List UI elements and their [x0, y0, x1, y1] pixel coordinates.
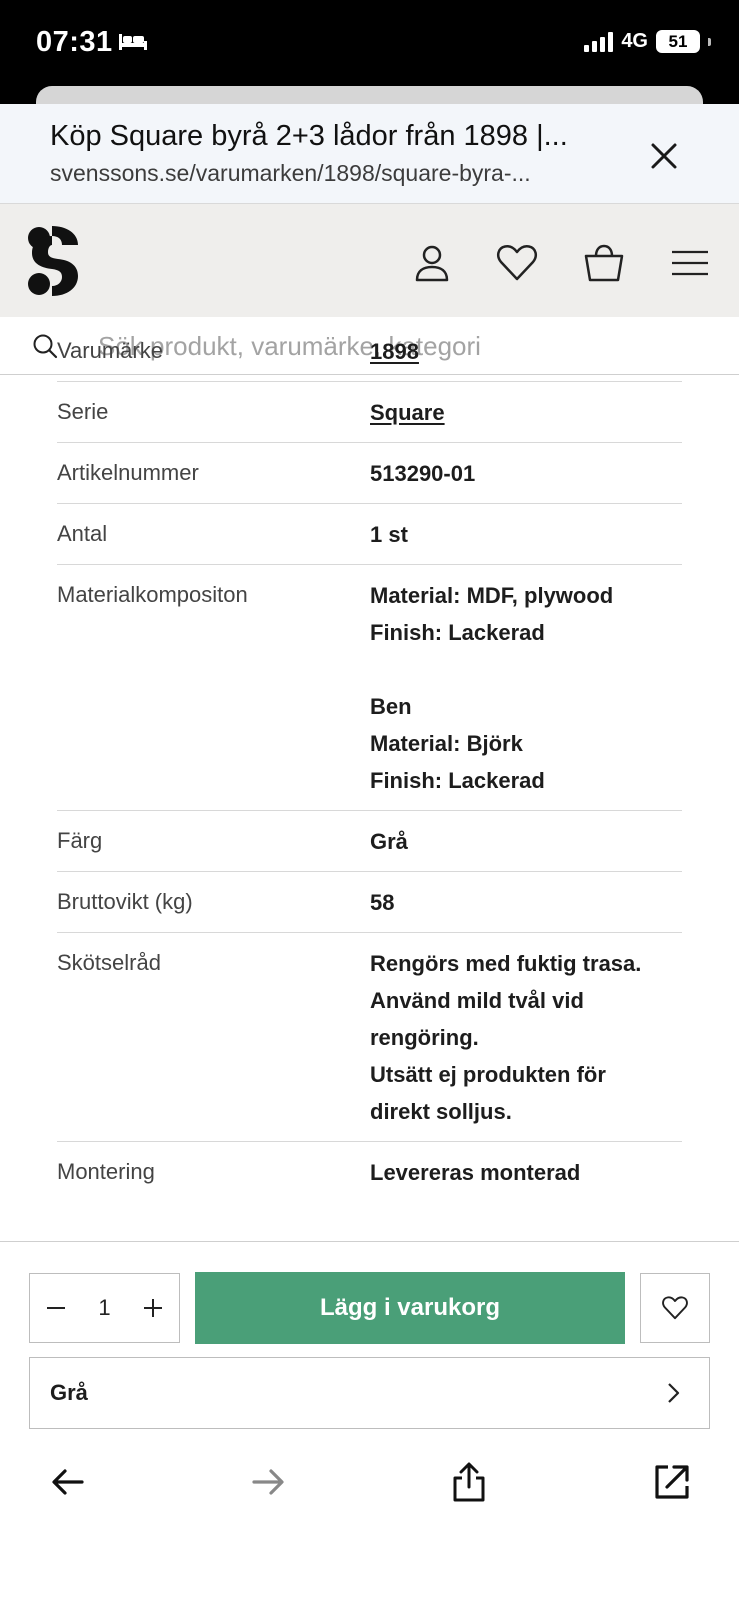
spec-label: Bruttovikt (kg): [57, 889, 193, 914]
spec-row: [57, 504, 682, 565]
spec-label: Varumärke: [57, 338, 163, 363]
basket-icon[interactable]: [582, 241, 626, 285]
forward-arrow-icon[interactable]: [248, 1462, 288, 1502]
spec-value: Rengörs med fuktig trasa. Använd mild tvål vid rengöring. Utsätt ej produkten för direkt solljus.: [370, 951, 642, 1124]
spec-value: 1 st: [370, 522, 408, 547]
product-specs: [0, 338, 739, 1241]
signal-icon: [584, 32, 613, 52]
open-external-icon[interactable]: [652, 1462, 692, 1502]
increase-quantity-button[interactable]: [141, 1296, 165, 1320]
spec-row: [57, 443, 682, 504]
quantity-value[interactable]: 1: [98, 1295, 111, 1320]
battery-icon: 51: [656, 30, 700, 53]
spec-row: [57, 321, 682, 382]
status-time: 07:31: [36, 26, 113, 58]
add-to-cart-button[interactable]: Lägg i varukorg: [195, 1272, 625, 1344]
close-icon[interactable]: [646, 138, 682, 174]
spec-value: Grå: [370, 829, 408, 854]
status-bar: [0, 0, 739, 84]
back-arrow-icon[interactable]: [48, 1462, 88, 1502]
spec-value: 58: [370, 890, 395, 915]
spec-row: [57, 382, 682, 443]
site-header: [0, 204, 739, 317]
spec-label: Skötselråd: [57, 950, 161, 975]
minus-icon: [45, 1297, 67, 1319]
spec-row: [57, 872, 682, 933]
add-to-wishlist-button[interactable]: [640, 1273, 710, 1343]
spec-row: [57, 933, 682, 1142]
spec-value: 513290-01: [370, 461, 476, 486]
sleep-focus-icon: [118, 32, 148, 52]
svenssons-logo[interactable]: [26, 224, 80, 298]
color-variant-select[interactable]: [29, 1357, 710, 1429]
search-icon: [32, 333, 58, 359]
spec-row: [57, 811, 682, 872]
user-icon[interactable]: [410, 241, 454, 285]
network-type: 4G: [621, 30, 648, 52]
spec-value-link[interactable]: Square: [370, 400, 445, 425]
battery-tip: [708, 38, 711, 46]
chevron-right-icon: [665, 1381, 681, 1405]
hamburger-icon[interactable]: [668, 241, 712, 285]
spec-label: Färg: [57, 828, 103, 853]
spec-label: Serie: [57, 399, 109, 424]
spec-label: Artikelnummer: [57, 460, 199, 485]
plus-icon: [142, 1297, 164, 1319]
status-indicators: [584, 30, 711, 53]
spec-row: [57, 565, 682, 811]
decrease-quantity-button[interactable]: [44, 1296, 68, 1320]
spec-table: [57, 321, 682, 1202]
heart-icon[interactable]: [495, 241, 539, 285]
spec-label: Antal: [57, 521, 108, 546]
quantity-stepper: [29, 1273, 180, 1343]
spec-label: Montering: [57, 1159, 155, 1184]
spec-value: Material: MDF, plywood Finish: Lackerad Ben Material: Björk Finish: Lackerad: [370, 583, 614, 793]
variant-value: Grå: [50, 1380, 88, 1405]
page-title: Köp Square byrå 2+3 lådor från 1898 |...: [50, 120, 568, 152]
purchase-panel: [0, 1241, 739, 1600]
spec-label: Materialkompositon: [57, 582, 248, 607]
browser-sheet: [0, 104, 739, 1600]
spec-value: Levereras monterad: [370, 1160, 581, 1185]
page-url: svenssons.se/varumarken/1898/square-byra-...: [50, 160, 531, 186]
browser-toolbar: [0, 1422, 739, 1512]
url-header[interactable]: [0, 104, 739, 204]
share-icon[interactable]: [449, 1462, 489, 1502]
spec-value-link[interactable]: 1898: [370, 339, 419, 364]
spec-row: [57, 1142, 682, 1202]
heart-icon: [661, 1294, 689, 1322]
